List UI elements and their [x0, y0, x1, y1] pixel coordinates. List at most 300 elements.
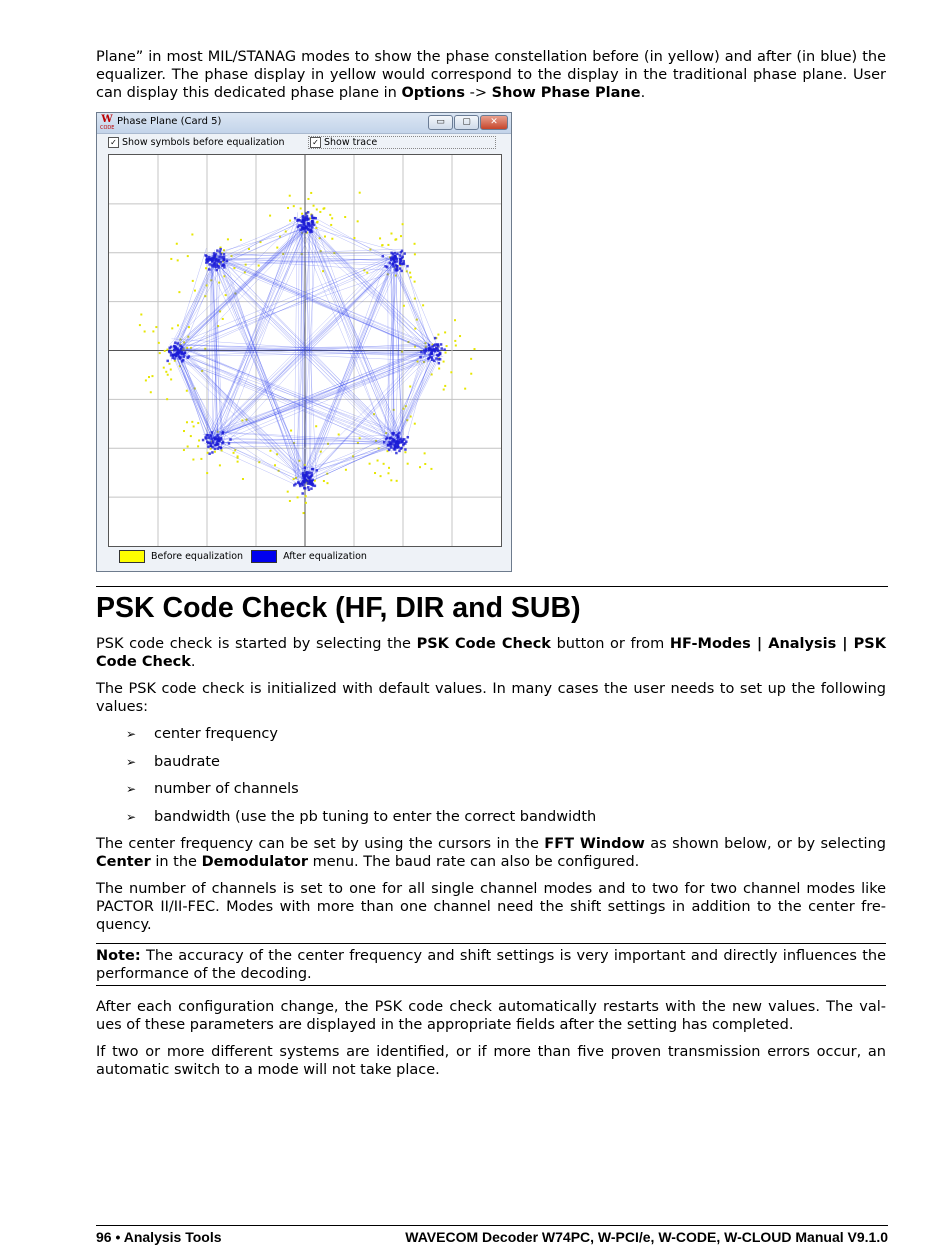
before-eq-point [330, 224, 332, 226]
after-eq-point [395, 452, 398, 455]
after-eq-point [304, 487, 307, 490]
after-eq-point [396, 437, 399, 440]
demodulator-ref: Demodulator [201, 854, 309, 870]
after-eq-point [228, 442, 231, 445]
after-eq-point [214, 448, 217, 451]
before-eq-point [222, 318, 224, 320]
after-eq-point [174, 341, 177, 344]
after-eq-point [391, 263, 394, 266]
after-eq-point [305, 212, 308, 215]
after-eq-point [180, 347, 183, 350]
after-eq-point [400, 270, 403, 273]
after-eq-point [393, 258, 396, 261]
after-eq-point [306, 471, 309, 474]
after-eq-point [178, 352, 181, 355]
after-eq-point [208, 263, 211, 266]
after-eq-point [399, 263, 402, 266]
after-eq-point [402, 444, 405, 447]
before-eq-point [424, 452, 426, 454]
after-eq-point [173, 349, 176, 352]
after-eq-point [219, 253, 222, 256]
after-eq-point [222, 431, 225, 434]
before-eq-point [276, 247, 278, 249]
show-phase-plane-ref: Show Phase Plane [491, 85, 641, 101]
before-eq-point [410, 276, 412, 278]
before-eq-point [474, 348, 476, 350]
trace-line [300, 226, 396, 442]
before-eq-point [444, 331, 446, 333]
arrow-bullet-icon: ➢ [126, 727, 137, 741]
paragraph-5: After each configuration change, the PSK code check automatically restarts with the new values. The val-ues of these parameters are displayed in the appropriate fields after the setting has completed. [96, 999, 886, 1033]
before-eq-point [345, 469, 347, 471]
after-eq-point [428, 357, 431, 360]
after-eq-point [388, 262, 391, 265]
after-eq-point [401, 257, 404, 260]
after-eq-point [399, 254, 402, 256]
after-eq-point [220, 437, 223, 440]
before-eq-point [155, 326, 157, 328]
after-eq-point [207, 446, 210, 449]
after-eq-point [393, 432, 396, 435]
after-eq-point [307, 211, 310, 214]
phase-plane-plot [108, 154, 502, 547]
after-eq-point [437, 343, 440, 346]
before-eq-point [170, 258, 172, 260]
show-symbols-before-eq-checkbox[interactable]: ✓ Show symbols before equalization [108, 137, 285, 148]
after-eq-point [303, 222, 306, 225]
before-eq-point [387, 472, 389, 474]
before-eq-point [178, 291, 180, 293]
after-eq-point [214, 255, 217, 257]
legend-label-before: Before equalization [151, 551, 244, 562]
after-eq-point [219, 248, 222, 251]
legend-label-after: After equalization [283, 551, 367, 562]
after-eq-point [315, 217, 318, 220]
before-eq-point [205, 267, 207, 269]
before-eq-point [158, 342, 160, 344]
after-eq-point [311, 220, 314, 223]
after-eq-point [207, 437, 210, 440]
before-eq-point [409, 385, 411, 387]
before-eq-point [301, 213, 303, 215]
after-eq-point [181, 351, 184, 354]
before-eq-point [190, 435, 192, 437]
after-eq-point [217, 260, 220, 263]
before-eq-point [237, 455, 239, 457]
after-eq-point [312, 468, 315, 471]
before-eq-point [414, 281, 416, 283]
before-eq-point [307, 198, 309, 200]
before-eq-point [187, 255, 189, 257]
legend-swatch-before [119, 550, 145, 563]
after-eq-point [308, 223, 311, 226]
list-item: ➢ bandwidth (use the pb tuning to enter the correct bandwidth [126, 808, 597, 825]
after-eq-point [209, 443, 212, 446]
before-eq-point [424, 463, 426, 465]
before-eq-point [323, 208, 325, 210]
after-eq-point [420, 351, 423, 354]
before-eq-point [470, 358, 472, 360]
after-eq-point [401, 441, 404, 444]
before-eq-point [464, 388, 466, 390]
footer-left: 96 • Analysis Tools [96, 1229, 222, 1245]
before-eq-point [390, 233, 392, 235]
paragraph-3: The center frequency can be set by using the cursors in the FFT Window as shown below, or by selecting Center in the Demodulator menu. The baud rate can also be configured. [96, 836, 886, 870]
after-eq-point [435, 357, 438, 360]
before-eq-point [206, 472, 208, 474]
after-eq-point [204, 254, 207, 257]
before-eq-point [315, 425, 317, 427]
after-eq-point [393, 445, 396, 448]
after-eq-point [211, 451, 214, 454]
before-eq-point [198, 440, 200, 442]
before-eq-point [176, 243, 178, 245]
window-title: Phase Plane (Card 5) [117, 116, 222, 127]
before-eq-point [197, 445, 199, 447]
after-eq-point [217, 443, 220, 446]
checkbox-check-icon[interactable]: ✓ [108, 137, 119, 148]
after-eq-point [182, 359, 185, 362]
after-eq-point [423, 352, 426, 355]
after-eq-point [312, 217, 315, 220]
after-eq-point [166, 360, 169, 363]
after-eq-point [440, 343, 443, 346]
before-eq-point [207, 452, 209, 454]
after-eq-point [206, 261, 209, 264]
before-eq-point [344, 216, 346, 218]
after-eq-point [402, 438, 405, 441]
before-eq-point [470, 373, 472, 375]
after-eq-point [304, 226, 307, 229]
before-eq-point [443, 361, 445, 363]
after-eq-point [215, 266, 218, 269]
after-eq-point [399, 267, 402, 270]
after-eq-point [406, 265, 409, 268]
after-eq-point [387, 444, 390, 447]
after-eq-point [311, 479, 314, 482]
before-eq-point [444, 385, 446, 387]
legend-swatch-after [251, 550, 277, 563]
before-eq-point [144, 331, 146, 333]
trace-line [174, 349, 226, 446]
before-eq-point [445, 352, 447, 354]
before-eq-point [166, 398, 168, 400]
after-eq-point [168, 350, 171, 353]
after-eq-point [425, 350, 428, 353]
before-eq-point [403, 305, 405, 307]
after-eq-point [309, 480, 312, 483]
after-eq-point [179, 356, 182, 359]
before-eq-point [287, 491, 289, 493]
after-eq-point [223, 259, 226, 262]
center-ref: Center [96, 854, 151, 870]
before-eq-point [319, 211, 321, 213]
before-eq-point [289, 500, 291, 502]
after-eq-point [172, 354, 175, 357]
after-eq-point [396, 258, 399, 261]
before-eq-point [240, 239, 242, 241]
before-eq-point [353, 237, 355, 239]
before-eq-point [145, 379, 147, 381]
page-footer [96, 1225, 888, 1245]
trace-line [399, 353, 441, 438]
after-eq-point [307, 486, 310, 489]
after-eq-point [390, 446, 393, 449]
before-eq-point [459, 335, 461, 337]
before-eq-point [233, 452, 235, 454]
after-eq-point [440, 347, 443, 350]
before-eq-point [192, 459, 194, 461]
after-eq-point [311, 483, 314, 486]
before-eq-point [171, 327, 173, 329]
before-eq-point [395, 238, 397, 240]
show-trace-checkbox[interactable]: ✓ Show trace [308, 136, 496, 149]
paragraph-1: PSK code check is started by selecting the PSK Code Check button or from HF-Modes | Analysis | PSK Code Check. [96, 636, 886, 670]
before-eq-point [290, 430, 292, 432]
before-eq-point [219, 464, 221, 466]
footer-right: WAVECOM Decoder W74PC, W-PCI/e, W-CODE, W-CLOUD Manual V9.1.0 [405, 1229, 888, 1245]
after-eq-point [433, 360, 436, 363]
before-eq-point [409, 272, 411, 274]
before-eq-point [338, 433, 340, 435]
before-eq-point [159, 352, 161, 354]
after-eq-point [437, 358, 440, 361]
page-content [96, 48, 886, 1088]
after-eq-point [399, 447, 402, 450]
before-eq-point [177, 324, 179, 326]
after-eq-point [419, 356, 422, 359]
before-eq-point [187, 445, 189, 447]
intro-paragraph [96, 48, 886, 102]
before-eq-point [258, 265, 260, 267]
after-eq-point [229, 438, 232, 441]
after-eq-point [218, 256, 221, 259]
intro-end: . [640, 85, 646, 101]
before-eq-point [237, 461, 239, 463]
after-eq-point [220, 261, 223, 264]
after-eq-point [382, 255, 385, 258]
trace-line [214, 259, 393, 260]
before-eq-point [377, 460, 379, 462]
after-eq-point [173, 345, 176, 348]
before-eq-point [227, 238, 229, 240]
after-eq-point [396, 253, 399, 256]
after-eq-point [400, 260, 403, 263]
paragraph-6: If two or more different systems are identified, or if more than five proven transmission errors occur, an automatic switch to a mode will not take place. [96, 1044, 886, 1078]
before-eq-point [396, 480, 398, 482]
before-eq-point [289, 195, 291, 197]
after-eq-point [390, 436, 393, 439]
phase-plane-window [96, 112, 512, 572]
after-eq-point [221, 256, 224, 259]
arrow-bullet-icon: ➢ [126, 754, 137, 769]
after-eq-point [434, 337, 437, 340]
after-eq-point [309, 476, 312, 479]
after-eq-point [314, 485, 317, 488]
after-eq-point [311, 214, 314, 217]
psk-code-check-button-ref: PSK Code Check [416, 636, 551, 652]
after-eq-point [222, 264, 225, 267]
after-eq-point [294, 217, 297, 220]
after-eq-point [182, 355, 185, 358]
options-bar [97, 134, 511, 152]
section-heading-wrap [96, 586, 886, 625]
after-eq-point [316, 469, 319, 472]
before-eq-point [194, 290, 196, 292]
after-eq-point [428, 344, 431, 347]
before-eq-point [419, 466, 421, 468]
before-eq-point [274, 464, 276, 466]
before-eq-point [380, 475, 382, 477]
before-eq-point [313, 205, 315, 207]
after-eq-point [214, 438, 217, 441]
fft-window-ref: FFT Window [544, 836, 645, 852]
after-eq-point [217, 447, 220, 450]
after-eq-point [210, 438, 213, 441]
after-eq-point [438, 362, 441, 365]
after-eq-point [425, 348, 428, 351]
menu-path-ref: HF-Modes | Analysis | PSK Code Check [96, 636, 886, 670]
after-eq-point [394, 261, 397, 264]
before-eq-point [402, 223, 404, 225]
after-eq-point [393, 252, 396, 255]
after-eq-point [403, 252, 406, 255]
before-eq-point [139, 324, 141, 326]
paragraph-4: The number of channels is set to one for all single channel modes and to two for two channel modes like PACTOR II/II-FEC. Modes with more than one channel need the shift settings in addition to the center fre-quency. [96, 881, 886, 933]
minimize-button[interactable]: ▭ [428, 115, 453, 130]
before-eq-point [317, 221, 319, 223]
before-eq-point [324, 235, 326, 237]
before-eq-point [329, 214, 331, 216]
before-eq-point [400, 235, 402, 237]
after-eq-point [402, 260, 405, 263]
after-eq-point [388, 449, 391, 452]
after-eq-point [302, 484, 305, 487]
arrow-bullet-icon: ➢ [126, 809, 137, 824]
list-item: ➢ baudrate [126, 753, 220, 770]
after-eq-point [298, 224, 301, 227]
before-eq-point [323, 480, 325, 482]
after-eq-point [400, 251, 403, 254]
intro-text: Plane” in most MIL/STANAG modes to show the phase constellation before (in yellow) and after (in blue) the equalizer. The phase display in yellow would correspond to the display in the traditional phase plane. User can display this dedicated phase plane in [96, 49, 886, 101]
after-eq-point [309, 231, 312, 234]
after-eq-point [302, 474, 305, 477]
before-eq-point [387, 244, 389, 246]
after-eq-point [396, 260, 399, 263]
after-eq-point [436, 348, 439, 351]
before-eq-point [191, 233, 193, 235]
after-eq-point [304, 467, 307, 470]
before-eq-point [289, 220, 291, 222]
after-eq-point [209, 258, 212, 261]
after-eq-point [212, 440, 215, 443]
before-eq-point [167, 374, 169, 376]
before-eq-point [177, 259, 179, 261]
plot-legend [119, 550, 367, 563]
before-eq-point [186, 390, 188, 392]
before-eq-point [422, 304, 424, 306]
after-eq-point [216, 249, 219, 252]
before-eq-point [269, 215, 271, 217]
before-eq-point [140, 313, 142, 315]
after-eq-point [311, 226, 314, 229]
before-eq-point [293, 205, 295, 207]
after-eq-point [310, 487, 313, 490]
before-eq-point [287, 207, 289, 209]
before-eq-point [331, 238, 333, 240]
after-eq-point [297, 219, 300, 222]
after-eq-point [404, 448, 407, 451]
after-eq-point [396, 443, 399, 446]
before-eq-point [193, 425, 195, 427]
trace-line [306, 220, 438, 362]
after-eq-point [219, 250, 222, 253]
before-eq-point [300, 207, 302, 209]
before-eq-point [305, 502, 307, 504]
checkbox-check-icon[interactable]: ✓ [310, 137, 321, 148]
before-eq-point [164, 350, 166, 352]
before-eq-point [192, 280, 194, 282]
before-eq-point [183, 430, 185, 432]
before-eq-point [214, 451, 216, 453]
after-eq-point [169, 347, 172, 350]
before-eq-point [407, 463, 409, 465]
before-eq-point [218, 282, 220, 284]
before-eq-point [414, 253, 416, 255]
window-titlebar[interactable] [97, 113, 511, 134]
after-eq-point [202, 439, 205, 442]
list-item: ➢ number of channels [126, 781, 299, 797]
note-label: Note: [96, 948, 141, 964]
after-eq-point [398, 450, 401, 453]
after-eq-point [177, 342, 180, 345]
before-eq-point [303, 512, 305, 514]
trace-line [208, 257, 212, 433]
before-eq-point [430, 468, 432, 470]
wavecom-app-icon: W CODE [100, 114, 115, 131]
before-eq-point [357, 220, 359, 222]
after-eq-point [206, 441, 209, 444]
maximize-button[interactable]: ▢ [454, 115, 479, 130]
before-eq-point [454, 319, 456, 321]
before-eq-point [326, 482, 328, 484]
close-button[interactable]: ✕ [480, 115, 508, 130]
after-eq-point [301, 492, 304, 495]
after-eq-point [428, 348, 431, 351]
after-eq-point [383, 441, 386, 444]
window-controls [428, 115, 508, 130]
before-eq-point [374, 472, 376, 474]
before-eq-point [369, 463, 371, 465]
trace-line [217, 255, 396, 438]
trace-line [406, 354, 430, 443]
before-eq-point [197, 422, 199, 424]
before-eq-point [404, 451, 406, 453]
before-eq-point [316, 208, 318, 210]
after-eq-point [223, 266, 226, 269]
after-eq-point [308, 228, 311, 231]
paragraph-2: The PSK code check is initialized with default values. In many cases the user needs to set up the following values: [96, 681, 886, 715]
before-eq-point [297, 496, 299, 498]
after-eq-point [396, 267, 399, 270]
after-eq-point [299, 485, 302, 488]
before-eq-point [450, 371, 452, 373]
after-eq-point [386, 436, 389, 439]
before-eq-point [148, 376, 150, 378]
section-heading: PSK Code Check (HF, DIR and SUB) [96, 586, 888, 625]
before-eq-point [443, 389, 445, 391]
before-eq-point [170, 369, 172, 371]
